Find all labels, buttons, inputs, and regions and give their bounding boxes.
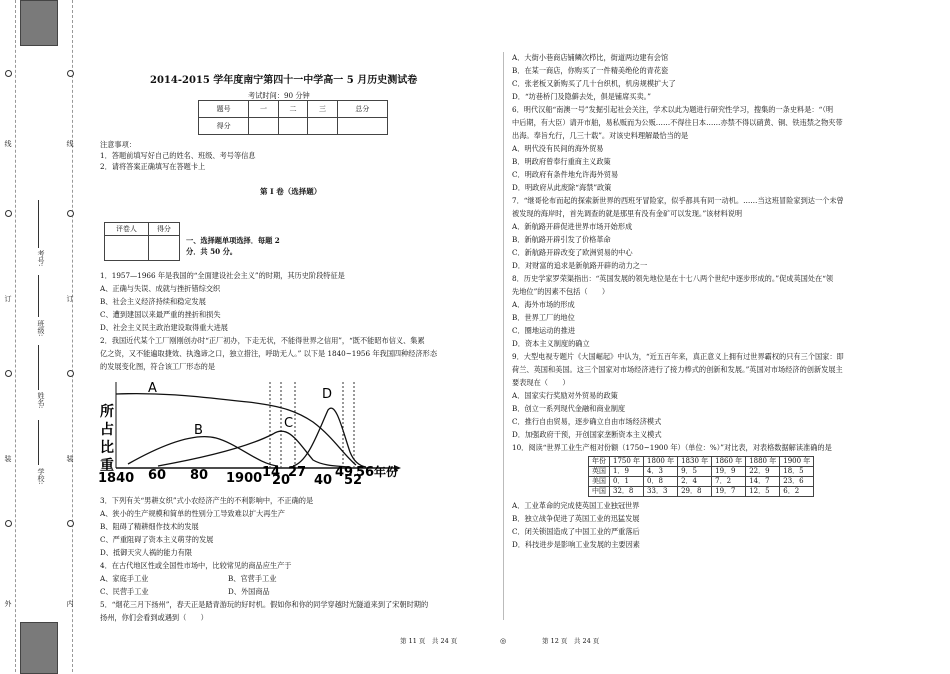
option-text: A．国家实行奖励对外贸易的政策 — [512, 391, 618, 400]
curve-label: B — [194, 423, 203, 438]
question-text: 2．我国近代某个工厂刚刚创办时“正厂初办，下走无状，不能得世界之信用”，“既不能昭布信义、集累 — [100, 336, 425, 345]
table-header-cell: 年份 — [589, 457, 610, 467]
table-cell: 18．5 — [780, 467, 814, 477]
table-cell: 32．8 — [610, 487, 644, 497]
score-input-cell[interactable] — [249, 118, 279, 135]
graph-tick: 49 — [335, 465, 354, 480]
binding-cut-line-inner — [72, 0, 73, 672]
name-label: 姓名: — [37, 392, 45, 409]
grader-input[interactable] — [148, 236, 179, 261]
table-cell: 7．2 — [712, 477, 746, 487]
option-text: C．张老板又新购买了几十台织机，机房规模扩大了 — [512, 79, 676, 88]
question-text: 先地位”的因素不包括（ ） — [512, 287, 610, 296]
option-text: D．“坊巷桥门及隐僻去处，俱是铺席买卖。” — [512, 92, 651, 101]
score-input-cell[interactable] — [337, 118, 387, 135]
score-input-cell[interactable] — [308, 118, 338, 135]
table-cell: 12．5 — [746, 487, 780, 497]
id-underline — [38, 200, 39, 248]
page-number-left: 第 11 页 共 24 页 — [400, 637, 458, 645]
gutter-char: 内 — [66, 600, 74, 607]
section-title: 第 I 卷（选择题） — [260, 187, 322, 196]
option-text: B、阻碍了精耕细作技术的发展 — [100, 522, 199, 531]
question-text: 的发展变化图，符合该工厂形态的是 — [100, 362, 216, 371]
option-text: D．对财富的追求是新航路开辟的动力之一 — [512, 261, 648, 270]
option-text: A．大街小巷商店铺鳞次栉比，街道两边建有会馆 — [512, 53, 669, 62]
gutter-char: 线 — [66, 140, 74, 147]
score-input-cell[interactable] — [278, 118, 308, 135]
option-text: D．加强政府干预，开创国家垄断资本主义模式 — [512, 430, 662, 439]
option-text: D．科技进步是影响工业发展的主要因素 — [512, 540, 640, 549]
table-cell: 0．8 — [644, 477, 678, 487]
table-cell: 英国 — [589, 467, 610, 477]
option-text: B．在某一商店，你购买了一件精美绝伦的青花瓷 — [512, 66, 669, 75]
question-text: 8．历史学家罗荣渠指出：“英国发展的领先地位是在十七八两个世纪中逐步形成的。”促成英国处在“领 — [512, 274, 834, 283]
exam-title: 2014-2015 学年度南宁第四十一中学高一 5 月历史测试卷 — [150, 75, 418, 86]
binding-hole — [67, 210, 74, 217]
graph-tick: 年份 — [374, 465, 399, 479]
graph-tick: 1840 — [98, 471, 135, 484]
graph-ylabel: 重 — [100, 458, 114, 474]
table-cell: 1．9 — [610, 467, 644, 477]
question-text: 1．1957—1966 年是我国的“全面建设社会主义”的时期，其历史阶段特征是 — [100, 271, 345, 280]
option-text: B、社会主义经济持续和稳定发展 — [100, 297, 206, 306]
table-cell: 22．9 — [746, 467, 780, 477]
table-cell: 0．1 — [610, 477, 644, 487]
table-row — [589, 477, 814, 487]
curve-label: D — [322, 387, 333, 402]
option-text: B．新航路开辟引发了价格革命 — [512, 235, 611, 244]
option-text: D．资本主义制度的确立 — [512, 339, 590, 348]
table-cell: 9．5 — [678, 467, 712, 477]
table-cell: 33．3 — [644, 487, 678, 497]
table-header-cell: 1860 年 — [712, 457, 746, 467]
class-label: 班级: — [37, 320, 45, 337]
question-text: 3．下列有关“男耕女织”式小农经济产生的不利影响中，不正确的是 — [100, 496, 314, 505]
question-text: 被发现的海岸时，首先调查的就是那里有没有金矿可以发现。”该材料说明 — [512, 209, 743, 218]
gutter-char: 外 — [4, 600, 12, 607]
binding-cut-line — [15, 0, 16, 672]
section-instruction: 分．共 50 分。 — [186, 247, 237, 256]
graph-ylabel: 占 — [100, 422, 114, 438]
option-text: B．创立一系列现代金融和商业制度 — [512, 404, 626, 413]
option-text: A．明代没有民间的海外贸易 — [512, 144, 604, 153]
question-text: 要表现在（ ） — [512, 378, 570, 387]
grader-cell: 得分 — [148, 223, 179, 236]
graph-tick: 14 — [262, 465, 281, 480]
option-text: A、家庭手工业 — [100, 574, 149, 583]
question-text: 出海。奉旨允行，几三十载”。对该史料理解最恰当的是 — [512, 131, 689, 140]
graph-tick: 52 — [344, 473, 363, 484]
score-cell: 题号 — [199, 101, 249, 118]
option-text: A、狭小的生产规模和简单的性别分工导致难以扩大再生产 — [100, 509, 285, 518]
score-cell: 得分 — [199, 118, 249, 135]
economy-graph — [98, 372, 408, 484]
binding-hole — [5, 70, 12, 77]
school-underline — [38, 420, 39, 465]
page-number-right: 第 12 页 共 24 页 — [542, 637, 600, 645]
option-text: C．推行自由贸易，逐步确立自由市场经济模式 — [512, 417, 662, 426]
table-cell: 美国 — [589, 477, 610, 487]
option-text: B、官营手工业 — [228, 574, 277, 583]
option-text: B．世界工厂的地位 — [512, 313, 575, 322]
grader-table — [104, 222, 180, 261]
question-text: 亿之资，又不能遍取捷效、执逸谛之口，独立措注，呼助无人。” 以下是 1840~1956 年我国四种经济形态 — [100, 349, 438, 358]
question-text: 5．“烟花三月下扬州”，春天正是踏青游玩的好时机。假如你和你的同学穿越时光隧道来到了宋朝时期的 — [100, 600, 429, 609]
curve-label: C — [284, 416, 294, 431]
option-text: D、外国商品 — [228, 587, 270, 596]
binding-hole — [5, 370, 12, 377]
graph-tick: 40 — [314, 473, 333, 484]
graph-ylabel: 比 — [100, 440, 114, 456]
option-text: A．工业革命的完成使英国工业独冠世界 — [512, 501, 640, 510]
option-text: C．新航路开辟改变了欧洲贸易的中心 — [512, 248, 633, 257]
table-cell: 4．3 — [644, 467, 678, 477]
graph-tick: 80 — [190, 468, 209, 483]
table-cell: 6．2 — [780, 487, 814, 497]
table-row — [589, 467, 814, 477]
question-text: 中后期，有大臣）请开市舶，易私贩而为公贩……不得往日本……亦禁不得以硝黄、铜、铁违禁之物夹带 — [512, 118, 843, 127]
binding-stamp-bottom — [20, 622, 58, 674]
option-text: D、抵御天灾人祸的能力有限 — [100, 548, 193, 557]
footer-separator: ◎ — [500, 636, 507, 645]
id-label: 考号: — [37, 250, 45, 267]
curve-c — [158, 431, 348, 467]
school-label: 学校: — [37, 468, 45, 485]
grader-cell: 评卷人 — [105, 223, 149, 236]
option-text: C．圈地运动的推进 — [512, 326, 576, 335]
binding-hole — [67, 520, 74, 527]
question-text: 4．在古代地区性或全国性市场中，比较常见的商品应生产于 — [100, 561, 292, 570]
score-cell: 二 — [278, 101, 308, 118]
industry-share-table — [588, 456, 814, 497]
score-table — [198, 100, 388, 135]
score-cell: 一 — [249, 101, 279, 118]
binding-hole — [5, 210, 12, 217]
table-cell: 29．8 — [678, 487, 712, 497]
table-header-cell: 1800 年 — [644, 457, 678, 467]
curve-label: A — [148, 381, 157, 396]
table-header-cell: 1880 年 — [746, 457, 780, 467]
graph-tick: 20 — [272, 473, 291, 484]
graph-tick: 60 — [148, 468, 167, 483]
option-text: C．明政府有条件地允许海外贸易 — [512, 170, 619, 179]
table-cell: 19．9 — [712, 467, 746, 477]
gutter-char: 订 — [66, 295, 74, 302]
graph-tick: 56 — [356, 465, 375, 480]
option-text: B．独立战争促进了英国工业的迅猛发展 — [512, 514, 640, 523]
binding-hole — [67, 70, 74, 77]
score-cell: 三 — [308, 101, 338, 118]
note-item: 1．答题前填写好自己的姓名、班级、考号等信息 — [100, 151, 256, 160]
gutter-char: 订 — [4, 295, 12, 302]
table-cell: 19．7 — [712, 487, 746, 497]
question-text: 荷兰、英国和美国。这三个国家对市场经济进行了接力棒式的创新和发展。”英国对市场经济的创新发展主 — [512, 365, 843, 374]
option-text: C．闭关锁国造成了中国工业的严重落后 — [512, 527, 640, 536]
gutter-char: 装 — [4, 455, 12, 462]
table-header-cell: 1900 年 — [780, 457, 814, 467]
option-text: C、严重阻碍了资本主义萌芽的发展 — [100, 535, 214, 544]
option-text: B．明政府曾奉行重商主义政策 — [512, 157, 611, 166]
option-text: A．新航路开辟促进世界市场开始形成 — [512, 222, 633, 231]
question-text: 6．明代汉船“南澳一号”发掘引起社会关注，学术以此为题进行研究性学习，搜集的一条史料是：“（明 — [512, 105, 834, 114]
binding-stamp-top — [20, 0, 58, 46]
question-text: 7．“继哥伦布而起的探索新世界的西班牙冒险家，似乎都具有同一动机。……当这班冒险家到达一个未曾 — [512, 196, 844, 205]
table-row — [589, 487, 814, 497]
gutter-char: 线 — [4, 140, 12, 147]
table-header-cell: 1750 年 — [610, 457, 644, 467]
option-text: D．明政府从此废除“海禁”政策 — [512, 183, 612, 192]
grader-input[interactable] — [105, 236, 149, 261]
option-text: D、社会主义民主政治建设取得重大进展 — [100, 323, 228, 332]
graph-ylabel: 所 — [100, 404, 114, 420]
score-cell: 总分 — [337, 101, 387, 118]
gutter-char: 装 — [66, 455, 74, 462]
question-text: 9．大型电视专题片《大国崛起》中认为，“近五百年来，真正意义上拥有过世界霸权的只有三个国家：即 — [512, 352, 844, 361]
table-cell: 2．4 — [678, 477, 712, 487]
page-divider — [503, 52, 504, 620]
binding-hole — [5, 520, 12, 527]
exam-time: 考试时间：90 分钟 — [248, 91, 310, 100]
option-text: C、遭到建国以来最严重的挫折和损失 — [100, 310, 221, 319]
option-text: A．海外市场的形成 — [512, 300, 575, 309]
table-header-row — [589, 457, 814, 467]
option-text: C、民营手工业 — [100, 587, 149, 596]
section-instruction: 一、选择题单项选择．每题 2 — [186, 236, 280, 245]
graph-tick: 1900 — [226, 471, 263, 484]
option-text: A、正确与失误、成就与挫折错综交织 — [100, 284, 221, 293]
table-cell: 23．6 — [780, 477, 814, 487]
table-header-cell: 1830 年 — [678, 457, 712, 467]
table-cell: 14．7 — [746, 477, 780, 487]
graph-tick: 27 — [288, 465, 307, 480]
question-text: 扬州，你们会看到或遇到（ ） — [100, 613, 208, 622]
question-text: 10．阅读“世界工业生产相对份额（1750~1900 年）（单位：%）”对比表，对表格数据解读准确的是 — [512, 443, 832, 452]
note-item: 2．请将答案正确填写在答题卡上 — [100, 162, 206, 171]
name-underline — [38, 345, 39, 390]
table-cell: 中国 — [589, 487, 610, 497]
class-underline — [38, 275, 39, 317]
binding-hole — [67, 370, 74, 377]
notes-title: 注意事项： — [100, 140, 136, 149]
